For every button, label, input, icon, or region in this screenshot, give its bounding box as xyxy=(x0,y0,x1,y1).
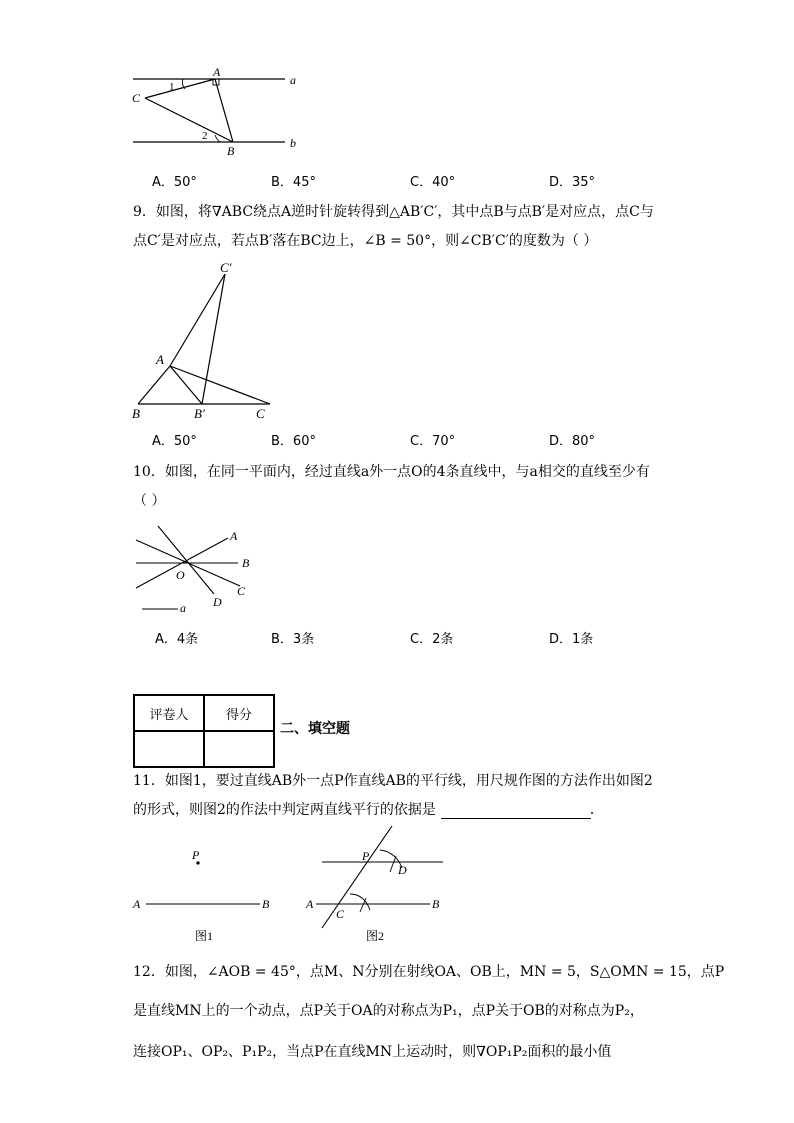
q8-label-a: a xyxy=(290,73,296,87)
score-table-grader-header: 评卷人 xyxy=(134,695,204,731)
q10-option-d[interactable]: D．1条 xyxy=(549,632,594,647)
q10-label-O: O xyxy=(176,568,185,582)
q8-figure xyxy=(125,62,315,162)
q11-fig1-caption: 图1 xyxy=(195,929,214,943)
q10-label-C: C xyxy=(237,584,246,598)
q9-option-a[interactable]: A．50° xyxy=(152,434,197,449)
q9-label-C: C xyxy=(256,406,265,421)
q8-label-C: C xyxy=(132,91,141,105)
q10-text-line2: （ ） xyxy=(133,493,166,509)
q8-option-d[interactable]: D．35° xyxy=(549,175,596,190)
q9-option-b[interactable]: B．60° xyxy=(271,434,316,449)
q11-fig2-label-D: D xyxy=(398,863,407,877)
q8-option-b[interactable]: B．45° xyxy=(271,175,316,190)
q11-answer-blank[interactable] xyxy=(441,818,591,819)
q9-label-Cp: C′ xyxy=(220,260,232,275)
q9-text-line2: 点C′是对应点，若点B′落在BC边上，∠B = 50°，则∠CB′C′的度数为（ ） xyxy=(133,233,598,249)
q9-text-line1: 9．如图，将∇ABC绕点A逆时针旋转得到△AB′C′，其中点B与点B′是对应点，点C与 xyxy=(133,204,654,220)
q9-option-c[interactable]: C．70° xyxy=(410,434,456,449)
q10-option-b[interactable]: B．3条 xyxy=(271,632,315,647)
score-table-score-cell xyxy=(204,731,274,767)
q11-fig1-label-A: A xyxy=(133,897,141,911)
q12-text-line3: 连接OP₁、OP₂、P₁P₂，当点P在直线MN上运动时，则∇OP₁P₂面积的最小值 xyxy=(133,1044,612,1060)
q11-figure-2 xyxy=(298,822,458,947)
score-table-score-header: 得分 xyxy=(204,695,274,731)
score-table xyxy=(133,694,275,768)
q12-text-line2: 是直线MN上的一个动点，点P关于OA的对称点为P₁，点P关于OB的对称点为P₂， xyxy=(133,1003,644,1019)
q11-fig2-label-C: C xyxy=(336,907,345,921)
q11-fig2-label-B: B xyxy=(432,897,440,911)
score-table-grader-cell xyxy=(134,731,204,767)
q8-label-A: A xyxy=(213,65,221,79)
q11-fig2-caption: 图2 xyxy=(366,929,385,943)
q11-figure-1 xyxy=(128,845,278,945)
q11-text-line2-body: 的形式，则图2的作法中判定两直线平行的依据是 xyxy=(133,802,436,818)
q11-fig2-label-A: A xyxy=(306,897,314,911)
q8-label-B: B xyxy=(227,144,235,158)
section2-title: 二、填空题 xyxy=(280,721,350,737)
q10-label-a: a xyxy=(180,601,186,615)
q9-option-d[interactable]: D．80° xyxy=(549,434,596,449)
q10-option-a[interactable]: A．4条 xyxy=(155,632,199,647)
q8-label-b: b xyxy=(290,136,296,150)
q11-fig1-label-P: P xyxy=(192,848,200,862)
q9-label-A: A xyxy=(156,352,164,367)
q10-label-B: B xyxy=(242,556,250,570)
q9-label-Bp: B′ xyxy=(194,406,205,421)
q10-text-line1: 10．如图，在同一平面内，经过直线a外一点O的4条直线中，与a相交的直线至少有 xyxy=(133,464,650,480)
q9-figure xyxy=(128,256,278,426)
q11-text-line1: 11．如图1，要过直线AB外一点P作直线AB的平行线，用尺规作图的方法作出如图2 xyxy=(133,773,653,789)
q11-text-line2 xyxy=(133,800,604,820)
q10-label-D: D xyxy=(213,595,222,609)
q8-angle-1: 1 xyxy=(169,81,175,93)
q8-option-a[interactable]: A．50° xyxy=(152,175,197,190)
q12-text-line1: 12．如图，∠AOB = 45°，点M、N分别在射线OA、OB上，MN = 5，S△OMN = 15，点P xyxy=(133,964,725,980)
q11-fig1-label-B: B xyxy=(262,897,270,911)
q10-figure xyxy=(128,522,268,617)
q9-label-B: B xyxy=(132,406,140,421)
q10-option-c[interactable]: C．2条 xyxy=(410,632,454,647)
q11-text-line2-end: ． xyxy=(589,802,604,818)
q8-option-c[interactable]: C．40° xyxy=(410,175,456,190)
q8-angle-2: 2 xyxy=(202,130,208,142)
q11-fig2-label-P: P xyxy=(362,849,370,863)
q10-label-A: A xyxy=(230,529,238,543)
